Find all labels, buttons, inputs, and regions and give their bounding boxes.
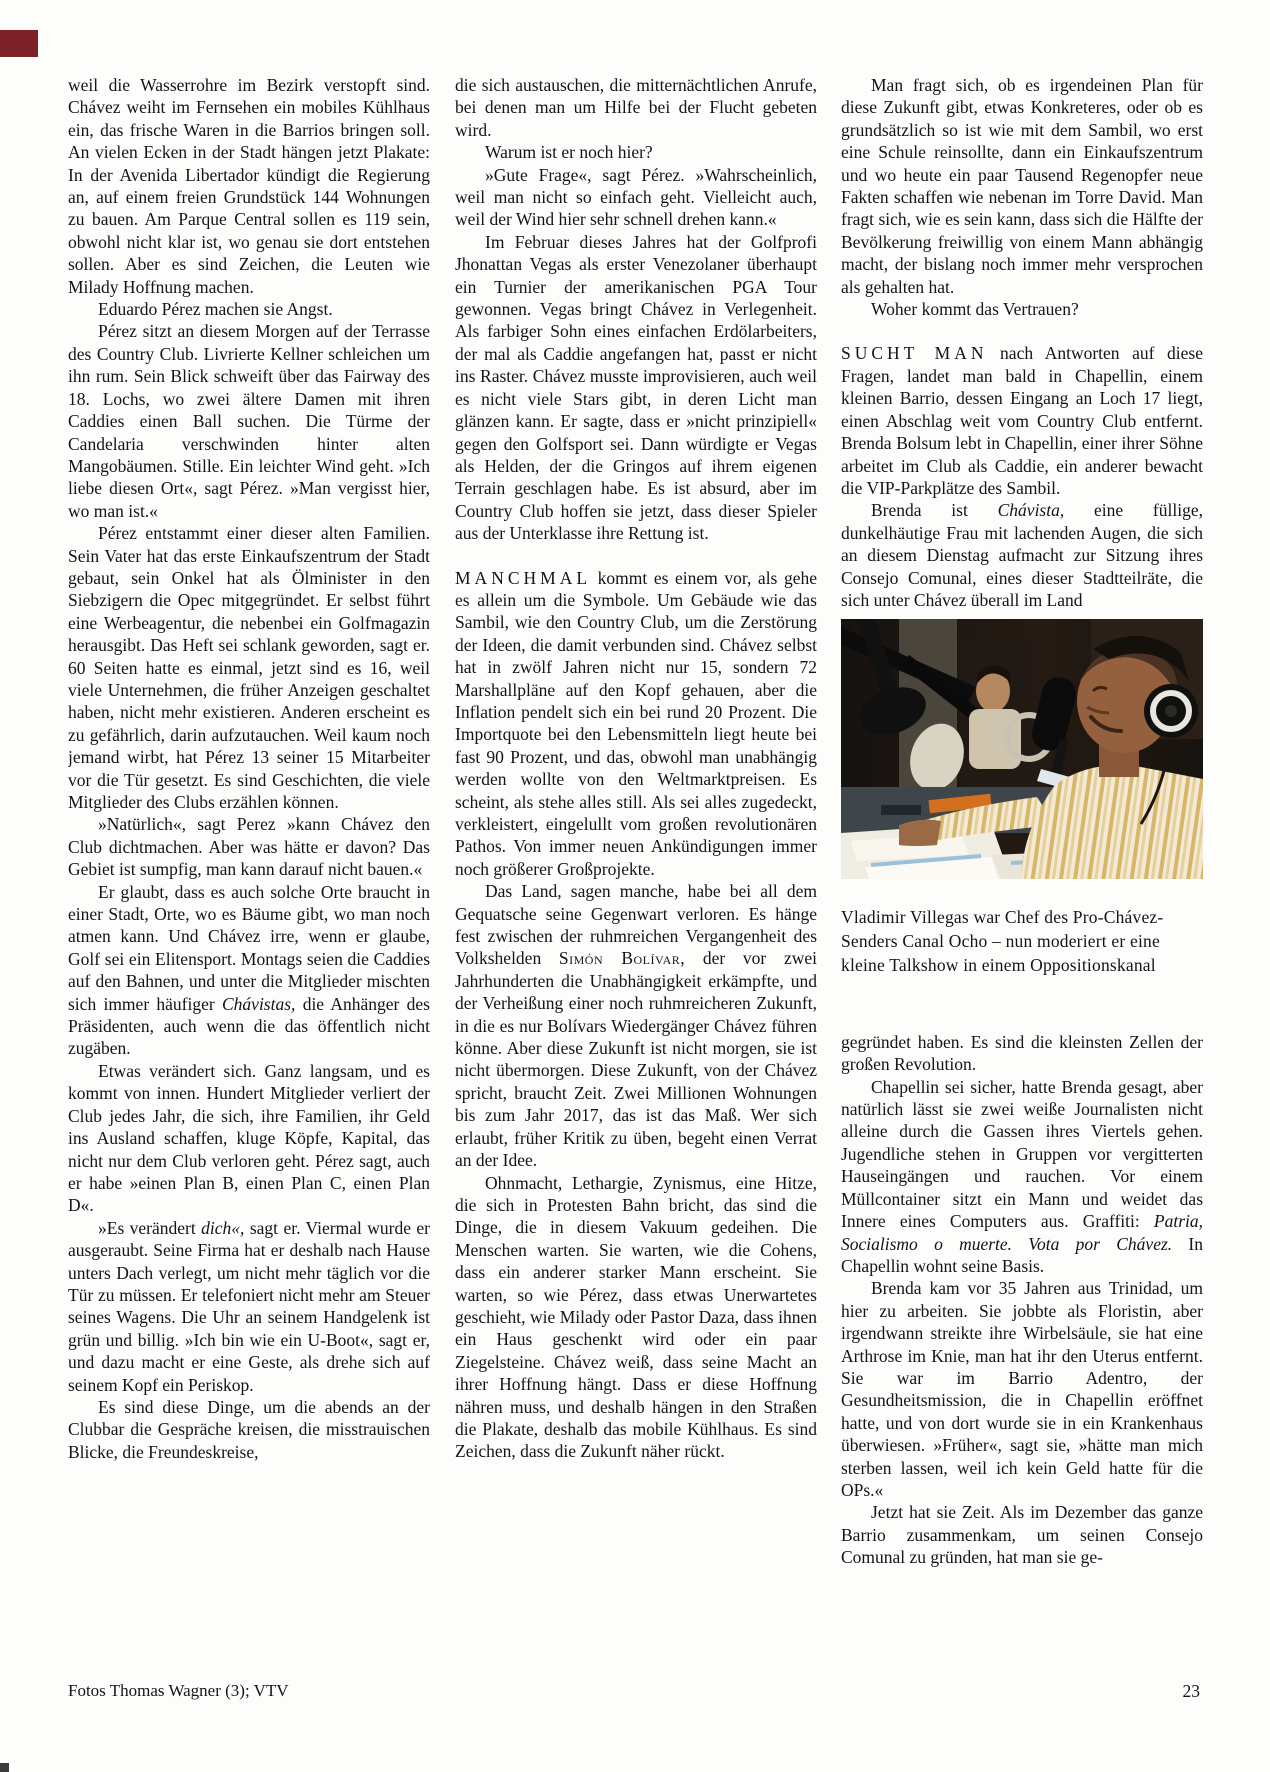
photo-credit-line: Fotos Thomas Wagner (3); VTV: [68, 1681, 289, 1700]
paragraph: weil die Wasserrohre im Bezirk verstopft sind. Chávez weiht im Fernsehen ein mobiles Kühlhaus ein, das frische Waren in die Barrios bringen soll. An vielen Ecken in der Stadt hängen jetzt Plakate: In der Avenida Libertador kündigt die Regierung an, auf einem freien Grundstück 144 Wohnungen zu bauen. Am Parque Central sollen es 119 sein, obwohl nicht klar ist, wo genau sie dort entstehen sollen. Aber es sind Zeichen, die Leuten wie Milady Hoffnung machen.: [68, 75, 430, 297]
column-3-lower-text: [841, 1031, 1203, 1569]
paragraph: Chapellin sei sicher, hatte Brenda gesagt, aber natürlich lässt sie zwei weiße Journalisten nicht alleine durch die Gassen ihres Viertels gehen. Jugendliche stehen in Gruppen vor vergitterten Hauseingängen und rauchen. Vor einem Müllcontainer sitzt ein Mann und weidet das Innere eines Computers aus. Graffiti: Patria, Socialismo o muerte. Vota por Chávez. In Chapellin wohnt seine Basis.: [841, 1076, 1203, 1276]
paragraph: Brenda kam vor 35 Jahren aus Trinidad, um hier zu arbeiten. Sie jobbte als Floristin, aber irgendwann streikte ihre Wirbelsäule, sie hat eine Arthrose im Knie, man hat ihr den Uterus entfernt. Sie war im Barrio Adentro, der Gesundheitsmission, die in Chapellin eröffnet hatte, und von dort wurde sie in ein Krankenhaus überwiesen. »Früher«, sagt sie, »hätte man mich sterben lassen, weil ich kein Geld hatte für die OPs.«: [841, 1278, 1203, 1500]
caption-gap: [841, 995, 1203, 1031]
paragraph: SUCHT MAN nach Antworten auf diese Fragen, landet man bald in Chapellin, einem kleinen Barrio, dessen Eingang an Loch 17 liegt, einen Abschlag weit vom Country Club entfernt. Brenda Bolsum lebt in Chapellin, einer ihrer Söhne arbeitet im Club als Caddie, ein anderer bewacht die VIP-Parkplätze des Sambil.: [841, 343, 1203, 498]
paragraph: Man fragt sich, ob es irgendeinen Plan für diese Zukunft gibt, etwas Konkreteres, oder ob es grundsätzlich so ist wie mit dem Sambil, wo erst eine Schule reinsollte, dann ein Einkaufszentrum und wo heute ein paar Tausend Regenopfer neue Fakten schaffen wie nebenan im Torre David. Man fragt sich, wie es sein kann, dass sich die Hälfte der Bevölkerung freiwillig von einem Mann abhängig macht, der bislang noch immer mehr versprochen als gehalten hat.: [841, 75, 1203, 297]
print-corner-mark: [0, 1763, 9, 1772]
paragraph: Brenda ist Chávista, eine füllige, dunkelhäutige Frau mit lachenden Augen, die sich an diesem Dienstag aufmacht zur Sitzung ihres Consejo Comunal, eines dieser Stadtteilräte, die sich unter Chávez überall im Land: [841, 500, 1203, 610]
paragraph: gegründet haben. Es sind die kleinsten Zellen der großen Revolution.: [841, 1031, 1203, 1075]
paragraph: die sich austauschen, die mitternächtlichen Anrufe, bei denen man um Hilfe bei der Flucht gebeten wird.: [455, 75, 817, 140]
paragraph: Pérez sitzt an diesem Morgen auf der Terrasse des Country Club. Livrierte Kellner schleichen um ihn rum. Sein Blick schweift über das Fairway des 18. Lochs, wo zwei ältere Damen mit ihren Caddies einen Ball suchen. Die Türme der Candelaria verschwinden hinter alten Mangobäumen. Stille. Ein leichter Wind geht. »Ich liebe diesen Ort«, sagt Pérez. »Man vergisst hier, wo man ist.«: [68, 321, 430, 521]
radio-studio-photo-art: [841, 619, 1203, 879]
print-registration-mark: [0, 30, 38, 57]
paragraph: Warum ist er noch hier?: [485, 142, 653, 163]
paragraph: MANCHMAL kommt es einem vor, als gehe es allein um die Symbole. Um Gebäude wie das Sambil, wie den Country Club, um die Zerstörung der Ideen, die damit verbunden sind. Chávez selbst hat in zwölf Jahren nicht nur 15, sondern 72 Marshallpläne auf den Kopf gehauen, aber die Inflation pendelt sich ein bei rund 20 Prozent. Die Importquote bei den Lebensmitteln liegt heute bei fast 90 Prozent, und das, obwohl man unabhängig werden wollte von den Weltmarktpreisen. Es scheint, als stehe alles still. Als sei alles zugedeckt, verkleistert, eingelullt vom großen revolutionären Pathos. Von immer neuen Ankündigungen immer noch größerer Großprojekte.: [455, 567, 817, 879]
paragraph: Etwas verändert sich. Ganz langsam, und es kommt von innen. Hundert Mitglieder verliert der Club jedes Jahr, die sich, ihre Familien, ihr Geld ins Ausland schaffen, kluge Köpfe, Kapital, das nicht nur dem Club verloren geht. Pérez sagt, auch er habe »einen Plan B, einen Plan C, einen Plan D«.: [68, 1060, 430, 1216]
text-column-3: [841, 74, 1203, 1660]
paragraph: Er glaubt, dass es auch solche Orte braucht in einer Stadt, Orte, wo es Bäume gibt, wo man noch atmen kann. Und Chávez irre, wenn er glaube, Golf sei ein Elitensport. Montags seien die Caddies auf den Bahnen, und unter die Mitglieder mischten sich immer häufiger Chávistas, die Anhänger des Präsidenten, auch wenn die das öffentlich nicht zugäben.: [68, 881, 430, 1059]
text-column-2: [455, 74, 817, 1660]
paragraph: Woher kommt das Vertrauen?: [871, 299, 1079, 320]
paragraph: Im Februar dieses Jahres hat der Golfprofi Jhonattan Vegas als erster Venezolaner überhaupt ein Turnier der amerikanischen PGA Tour gewonnen. Vegas bringt Chávez in Verlegenheit. Als farbiger Sohn eines einfachen Erdölarbeiters, der mal als Caddie angefangen hat, passt er nicht ins Raster. Chávez musste improvisieren, auch weil es nicht viele Stars gibt, in deren Licht man glänzen kann. Er sagte, dass er »nicht prinzipiell« gegen den Golfsport sei. Dann würdigte er Vegas als Helden, der die Gringos auf ihrem eigenen Terrain geschlagen habe. Es ist absurd, aber im Country Club hoffen sie jetzt, dass dieser Spieler aus der Unterklasse ihre Rettung ist.: [455, 231, 817, 544]
paragraph: »Es verändert dich«, sagt er. Viermal wurde er ausgeraubt. Seine Firma hat er deshalb nach Hause unters Dach verlegt, um nicht mehr täglich vor die Tür zu müssen. Er telefoniert nicht mehr am Steuer seines Wagens. Die Uhr an seinem Handgelenk ist grün und billig. »Ich bin wie ein U-Boot«, sagt er, und dazu macht er eine Geste, als drehe sich auf seinem Kopf ein Periskop.: [68, 1217, 430, 1395]
paragraph: Es sind diese Dinge, um die abends an der Clubbar die Gespräche kreisen, die misstrauischen Blicke, die Freundeskreise,: [68, 1396, 430, 1462]
paragraph: Das Land, sagen manche, habe bei all dem Gequatsche seine Gegenwart verloren. Es hänge fest zwischen der ruhmreichen Vergangenheit des Volkshelden Simón Bolívar, der vor zwei Jahrhunderten die Unabhängigkeit erkämpfte, und der Verheißung einer noch ruhmreicheren Zukunft, in die es nur Bolívars Wiedergänger Chávez führen könne. Aber diese Zukunft ist nicht morgen, sie ist nicht übermorgen. Diese Zukunft, von der Chávez spricht, braucht Zeit. Zwei Millionen Wohnungen bis zum Jahr 2017, das ist das Maß. Wer sich erlaubt, früher Kritik zu üben, begeht einen Verrat an der Idee.: [455, 881, 817, 1171]
paragraph: Ohnmacht, Lethargie, Zynismus, eine Hitze, die sich in Protesten Bahn bricht, das sind die Dinge, die in diesem Vakuum gedeihen. Die Menschen warten. Sie warten, wie die Cohens, dass ein anderer starker Mann erscheint. Sie warten, so wie Pérez, dass etwas Unerwartetes geschieht, wie Milady oder Pastor Daza, dass ihnen ein Haus geschenkt wird oder ein paar Ziegelsteine. Chávez weiß, dass seine Macht an ihrer Hoffnung hängt. Dass er diese Hoffnung nähren muss, und deshalb hängen in den Straßen die Plakate, deshalb das mobile Kühlhaus. Es sind Zeichen, dass die Zukunft näher rückt.: [455, 1172, 817, 1462]
paragraph: Pérez entstammt einer dieser alten Familien. Sein Vater hat das erste Einkaufszentrum der Stadt gebaut, sein Onkel hat als Ölminister in den Siebzigern die Opec mitgegründet. Er selbst führt eine Werbeagentur, die nebenbei ein Golfmagazin herausgibt. Das Heft sei schlank geworden, sagt er. 60 Seiten hatte es einmal, jetzt sind es 16, weil viele Unternehmen, die früher Anzeigen geschaltet haben, nicht mehr existieren. Anderen erscheint es zu gefährlich, darin aufzutauchen. Weil kaum noch jemand wirbt, hat Pérez 13 seiner 15 Mitarbeiter vor die Tür gesetzt. Es sind Geschichten, die viele Mitglieder des Clubs erzählen können.: [68, 523, 430, 812]
column-3-upper-text: [841, 74, 1203, 611]
text-column-1: [68, 74, 430, 1660]
paragraph: »Natürlich«, sagt Perez »kann Chávez den Club dichtmachen. Aber was hätte er davon? Das Gebiet ist sumpfig, man kann darauf nicht bauen.«: [68, 814, 430, 880]
page-number: 23: [1182, 1681, 1200, 1701]
paragraph: »Gute Frage«, sagt Pérez. »Wahrscheinlich, weil man nicht so einfach geht. Vielleicht auch, weil der Wind hier sehr schnell drehen kann.«: [455, 164, 817, 230]
photo-caption: Vladimir Villegas war Chef des Pro-Chávez-Senders Canal Ocho – nun moderiert er eine kleine Talkshow in einem Oppositionskanal: [841, 907, 1164, 976]
paragraph: Eduardo Pérez machen sie Angst.: [98, 299, 333, 320]
paragraph: Jetzt hat sie Zeit. Als im Dezember das ganze Barrio zusammenkam, um seinen Consejo Comunal zu gründen, hat man sie ge-: [841, 1502, 1203, 1568]
radio-studio-photo: [841, 619, 1203, 879]
